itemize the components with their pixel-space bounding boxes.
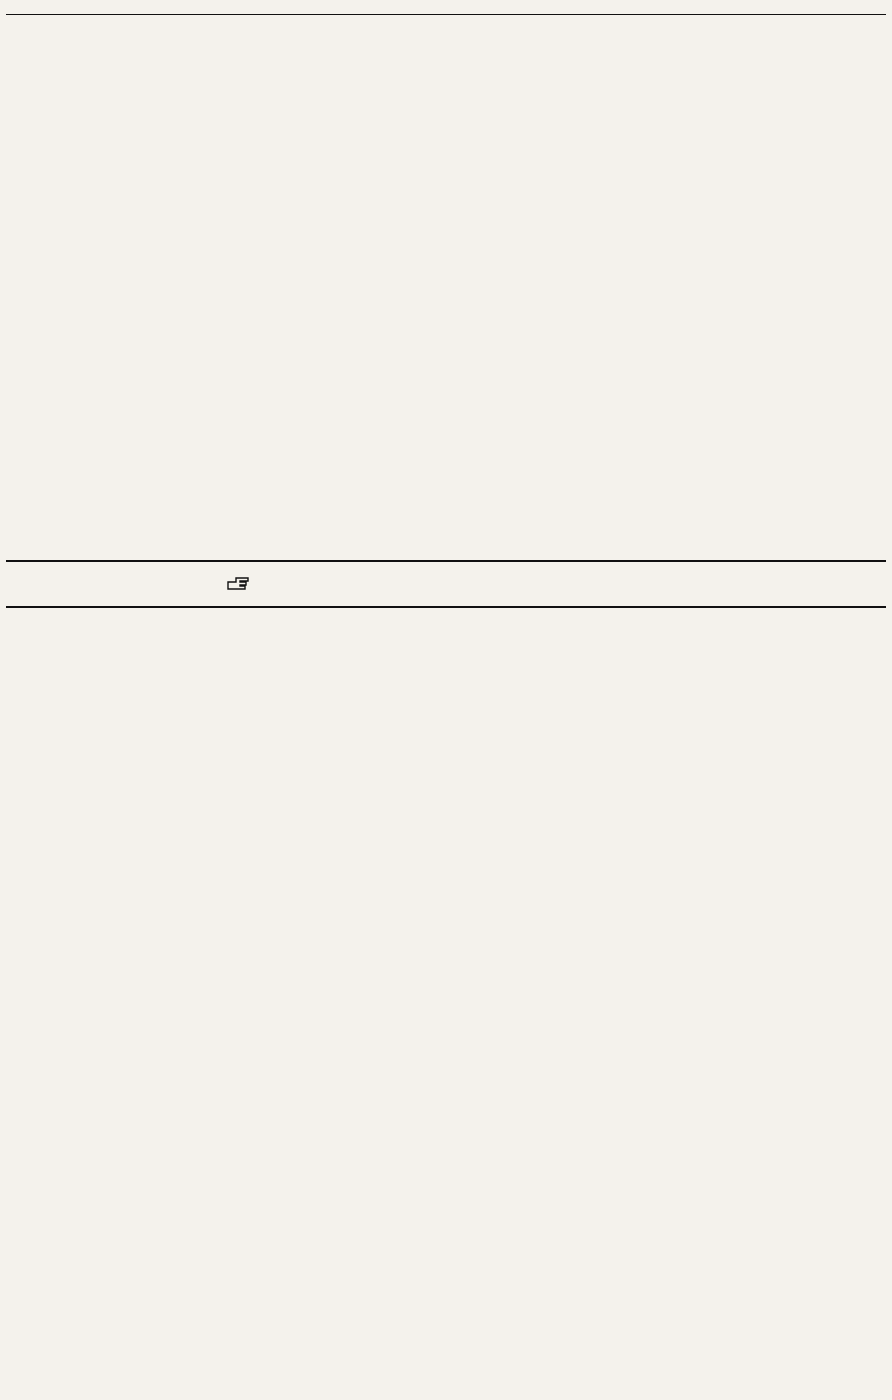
hand-pointing-icon [226,568,252,594]
service-directory-section [6,608,886,1396]
help-wanted-section [6,16,886,558]
home-service-guide-banner [6,560,886,608]
newspaper-page [6,4,886,1396]
page-folio [6,4,886,15]
